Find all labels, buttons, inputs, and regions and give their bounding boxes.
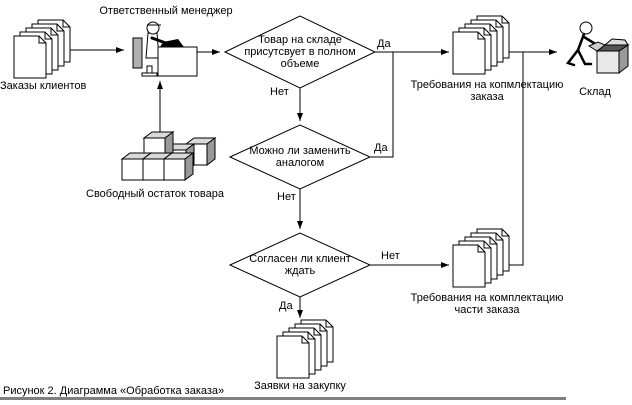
decision2-yes-label: Да: [374, 142, 388, 154]
decision-replace-analog-text: Можно ли заменить аналогом: [249, 145, 351, 169]
decision-stock-full-text: Товар на складе присутсвует в полном объеме: [244, 34, 356, 70]
decision1-no-label: Нет: [270, 86, 289, 98]
figure-caption: Рисунок 2. Диаграмма «Обработка заказа»: [3, 385, 225, 397]
laptop-icon: [160, 39, 184, 47]
warehouse-label: Склад: [579, 86, 611, 98]
customer-orders-label: Заказы клиентов: [0, 80, 87, 92]
purchase-stack-icon: [277, 320, 333, 378]
manager-at-desk-icon: [133, 22, 197, 76]
free-stock-cubes-icon: [122, 132, 215, 180]
free-stock-label: Свободный остаток товара: [86, 188, 224, 200]
caption-divider: [0, 397, 566, 400]
decision3-yes-label: Да: [279, 300, 293, 312]
cube: [164, 153, 193, 180]
desk: [158, 47, 197, 76]
decision2-no-label: Нет: [277, 191, 296, 203]
decision-client-wait-text: Согласен ли клиент ждать: [249, 253, 351, 277]
req-part-stack-icon: [453, 229, 509, 287]
decision3-no-label: Нет: [381, 250, 400, 262]
decision1-yes-label: Да: [377, 38, 391, 50]
req-full-label: Требования на копмлектацию заказа: [410, 79, 564, 103]
purchase-label: Заявки на закупку: [254, 380, 346, 392]
warehouse-worker-icon: [568, 22, 628, 73]
worker-head: [580, 22, 592, 34]
box-front: [597, 51, 619, 73]
req-part-label: Требования на комплектацию части заказа: [410, 292, 564, 316]
manager-head: [147, 22, 159, 34]
customer-orders-stack-icon: [14, 20, 70, 78]
req-full-stack-icon: [453, 16, 509, 74]
manager-label: Ответственный менеджер: [99, 5, 233, 17]
